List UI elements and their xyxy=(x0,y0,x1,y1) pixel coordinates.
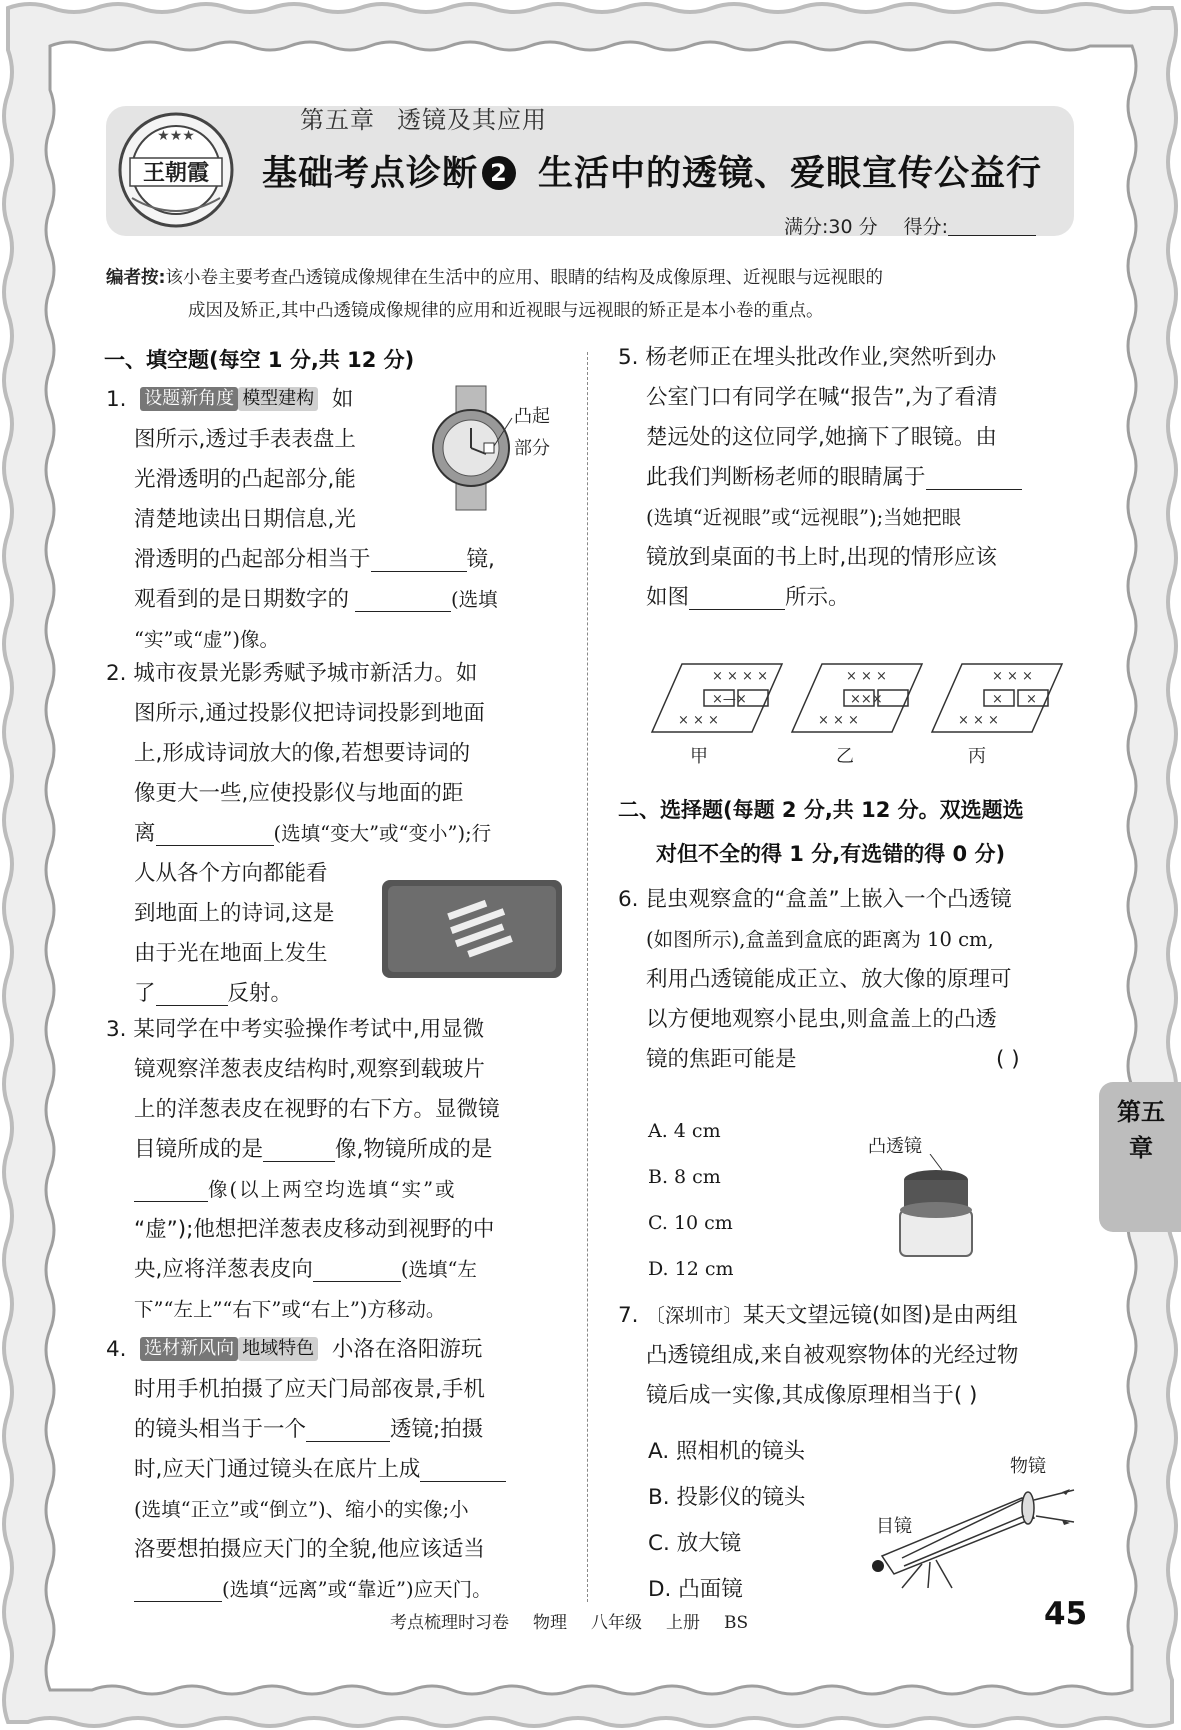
svg-text:× × ×: × × × xyxy=(992,669,1033,684)
q7-option-b[interactable]: B. 投影仪的镜头 xyxy=(648,1485,806,1510)
figure-label-jia: 甲 xyxy=(690,746,708,767)
q7-option-a[interactable]: A. 照相机的镜头 xyxy=(648,1439,805,1464)
question-2: 2. 城市夜景光影秀赋予城市新活力。如 图所示,通过投影仪把诗词投影到地面 上,形成诗词放大的像,若想要诗词的 像更大一些,应使投影仪与地面的距 离 (选填“变大”或“变小”);行 人从各个方向都能看 到地面上的诗词,这是 由于光在地面上发生 了 反射。 xyxy=(106,661,492,1006)
question-3: 3. 某同学在中考实验操作考试中,用显微 镜观察洋葱表皮结构时,观察到载玻片 上的洋葱表皮在视野的右下方。显微镜 目镜所成的是 像,物镜所成的是 像(以上两空均选填“实”或 “虚”);他想把洋葱表皮移动到视野的中 央,应将洋葱表皮向 (选填“左 下”“左上”“右下”或“右上”)方移动。 xyxy=(106,1017,500,1321)
q4-blank-2[interactable] xyxy=(420,1455,506,1482)
q4-blank-3[interactable] xyxy=(134,1575,222,1602)
tag-new-material: 选材新风向 xyxy=(140,1337,238,1361)
tag-regional: 地域特色 xyxy=(238,1337,318,1361)
q6-option-a[interactable]: A. 4 cm xyxy=(648,1120,721,1142)
chapter-title: 透镜及其应用 xyxy=(397,106,547,134)
watch-label-2: 部分 xyxy=(514,438,550,459)
question-1: 1. 设题新角度 模型建构 如 图所示,透过手表表盘上 光滑透明的凸起部分,能 清楚地读出日期信息,光 滑透明的凸起部分相当于 镜, 观看到的是日期数字的 (选填 “实”或“虚”)像。 xyxy=(106,387,498,651)
tag-new-angle: 设题新角度 xyxy=(140,387,238,411)
q4-blank-1[interactable] xyxy=(306,1415,390,1442)
title-number-badge: 2 xyxy=(482,156,516,190)
q5-blank-1[interactable] xyxy=(926,463,1022,490)
q6-option-d[interactable]: D. 12 cm xyxy=(648,1258,734,1280)
editor-note: 编者按:该小卷主要考查凸透镜成像规律在生活中的应用、眼睛的结构及成像原理、近视眼与远视眼的 成因及矫正,其中凸透镜成像规律的应用和近视眼与远视眼的矫正是本小卷的重点。 xyxy=(106,268,883,321)
q6-option-b[interactable]: B. 8 cm xyxy=(648,1166,721,1188)
q1-blank-2[interactable] xyxy=(355,585,451,612)
editor-note-label: 编者按: xyxy=(106,268,166,288)
svg-text:×: × xyxy=(1026,692,1037,707)
score-label: 得分: xyxy=(903,216,949,238)
eyepiece-label: 目镜 xyxy=(876,1516,912,1537)
watch-label-1: 凸起 xyxy=(514,406,550,427)
page-number: 45 xyxy=(1044,1596,1088,1632)
score-blank[interactable] xyxy=(948,217,1036,236)
q1-blank-1[interactable] xyxy=(371,545,467,572)
insect-box-figure xyxy=(880,1154,980,1260)
question-6: 6. 昆虫观察盒的“盒盖”上嵌入一个凸透镜 (如图所示),盒盖到盒底的距离为 10 cm, 利用凸透镜能成正立、放大像的原理可 以方便地观察小昆虫,则盒盖上的凸透 镜的焦距可能是 ( ) xyxy=(618,880,1078,1080)
svg-text:× × ×: × × × xyxy=(958,713,999,728)
svg-text:× × ×: × × × xyxy=(846,669,887,684)
svg-text:×: × xyxy=(992,692,1003,707)
q3-blank-2[interactable] xyxy=(134,1175,208,1202)
question-7: 7. 〔深圳市〕某天文望远镜(如图)是由两组 凸透镜组成,来自被观察物体的光经过物 镜后成一实像,其成像原理相当于( ) xyxy=(618,1303,1019,1408)
tag-model: 模型建构 xyxy=(238,387,318,411)
objective-lens-label: 物镜 xyxy=(1010,1456,1046,1477)
page-title: 基础考点诊断 2 生活中的透镜、爱眼宣传公益行 xyxy=(262,154,1043,194)
column-divider xyxy=(587,352,588,1602)
convex-lens-label: 凸透镜 xyxy=(868,1136,922,1157)
section1-title: 一、填空题(每空 1 分,共 12 分) xyxy=(104,348,415,372)
q6-option-c[interactable]: C. 10 cm xyxy=(648,1212,733,1234)
question-5: 5. 杨老师正在埋头批改作业,突然听到办 公室门口有同学在喊“报告”,为了看清 楚远处的这位同学,她摘下了眼镜。由 此我们判断杨老师的眼睛属于 (选填“近视眼”或“远视眼”);当她把眼 镜放到桌面的书上时,出现的情形应该 如图 所示。 xyxy=(618,338,1078,618)
svg-text:× × ×: × × × xyxy=(678,713,719,728)
figure-label-yi: 乙 xyxy=(836,746,854,767)
q2-blank-2[interactable] xyxy=(156,979,228,1006)
q7-option-c[interactable]: C. 放大镜 xyxy=(648,1531,742,1556)
svg-text:王朝霞: 王朝霞 xyxy=(142,160,210,186)
q3-blank-3[interactable] xyxy=(313,1255,401,1282)
q2-blank-1[interactable] xyxy=(156,819,274,846)
svg-text:× × × ×: × × × × xyxy=(712,669,768,684)
q3-blank-1[interactable] xyxy=(263,1135,335,1162)
glasses-on-book-figure xyxy=(642,656,1072,740)
svg-text:★★★: ★★★ xyxy=(157,128,195,144)
score-line xyxy=(784,212,1036,239)
svg-text:×—×: ×—× xyxy=(712,692,747,707)
svg-text:× × ×: × × × xyxy=(818,713,859,728)
q7-option-d[interactable]: D. 凸面镜 xyxy=(648,1577,743,1602)
chapter-heading xyxy=(300,100,569,135)
figure-label-bing: 丙 xyxy=(968,746,986,767)
projection-photo xyxy=(382,880,562,978)
telescope-figure xyxy=(862,1470,1080,1590)
section2-title-line2: 对但不全的得 1 分,有选错的得 0 分) xyxy=(656,842,1006,866)
chapter-side-tab: 第五章 xyxy=(1099,1082,1181,1232)
section2-title-line1: 二、选择题(每题 2 分,共 12 分。双选题选 xyxy=(618,798,1024,822)
full-score: 满分:30 分 xyxy=(784,216,878,238)
chapter-number: 第五章 xyxy=(300,106,375,134)
q6-answer-paren[interactable]: ( ) xyxy=(996,1047,1020,1072)
question-4: 4. 选材新风向 地域特色 小洛在洛阳游玩 时用手机拍摄了应天门局部夜景,手机 的镜头相当于一个 透镜;拍摄 时,应天门通过镜头在底片上成 (选填“正立”或“倒立”)、缩小的实像;小 洛要想拍摄应天门的全貌,他应该适当 (选填“远离”或“靠近”)应天门。 xyxy=(106,1330,566,1610)
svg-text:×××: ××× xyxy=(850,692,883,707)
q7-city: 〔深圳市〕 xyxy=(645,1304,743,1327)
publisher-logo xyxy=(110,106,240,236)
footer: 考点梳理时习卷 物理 八年级 上册 BS xyxy=(390,1613,749,1633)
q5-blank-2[interactable] xyxy=(689,583,785,610)
